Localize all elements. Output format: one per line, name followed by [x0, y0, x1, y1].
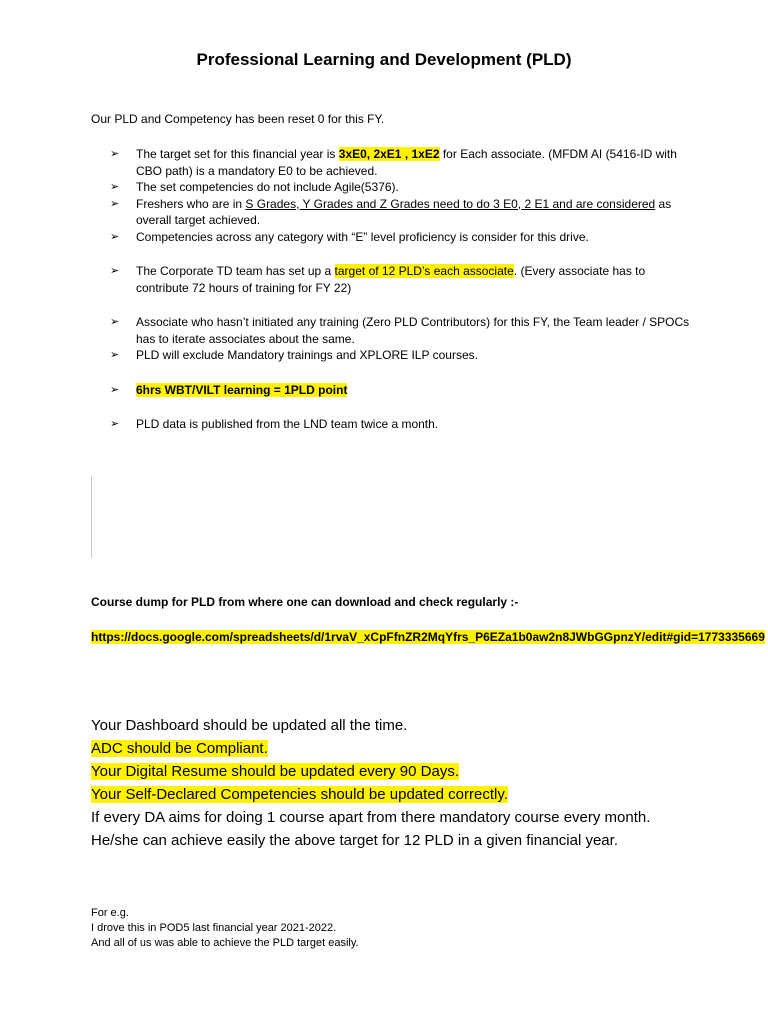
arrow-bullet-icon: ➢	[110, 418, 120, 430]
vertical-rule	[91, 476, 92, 558]
bullet-item: ➢ PLD will exclude Mandatory trainings and XPLORE ILP courses.	[110, 348, 478, 362]
arrow-bullet-icon: ➢	[110, 181, 120, 193]
arrow-bullet-icon: ➢	[110, 197, 120, 210]
bullet-item	[110, 382, 690, 399]
arrow-bullet-icon: ➢	[110, 230, 120, 243]
bullet-item: ➢ Freshers who are in S Grades, Y Grades and Z Grades need to do 3 E0, 2 E1 and are considered as overall target achieved.	[110, 196, 672, 227]
arrow-bullet-icon: ➢	[110, 265, 120, 277]
bullet-item: ➢ Competencies across any category with “E” level proficiency is consider for this drive.	[110, 229, 589, 244]
arrow-bullet-icon: ➢	[110, 349, 120, 361]
arrow-bullet-icon: ➢	[110, 383, 120, 396]
guideline-line: ADC should be Compliant.	[91, 740, 268, 757]
bullet-item: ➢ The set competencies do not include Agile(5376).	[110, 180, 399, 194]
guideline-line: Your Digital Resume should be updated every 90 Days.	[91, 763, 459, 780]
intro-text: Our PLD and Competency has been reset 0 for this FY.	[91, 112, 385, 126]
guideline-line: Your Self-Declared Competencies should be updated correctly.	[91, 786, 508, 803]
guidelines-block	[91, 714, 671, 852]
arrow-bullet-icon: ➢	[110, 148, 120, 160]
highlighted-target: target of 12 PLD’s each associate	[334, 264, 514, 278]
guideline-line: If every DA aims for doing 1 course apart from there mandatory course every month.	[91, 809, 651, 826]
page-title: Professional Learning and Development (PLD)	[196, 50, 572, 69]
bullet-item: ➢ PLD data is published from the LND team twice a month.	[110, 417, 439, 431]
bullet-item: ➢ The Corporate TD team has set up a target of 12 PLD’s each associate. (Every associate has to contribute 72 hours of training for FY 22)	[110, 264, 646, 295]
bullet-item: ➢ Associate who hasn’t initiated any training (Zero PLD Contributors) for this FY, the Team leader / SPOCs has to iterate associates about the same.	[110, 315, 690, 346]
highlighted-pld-point: 6hrs WBT/VILT learning = 1PLD point	[136, 382, 348, 397]
course-dump-label: Course dump for PLD from where one can download and check regularly :-	[91, 595, 519, 609]
underlined-grades: S Grades, Y Grades and Z Grades need to do 3 E0, 2 E1 and are considered	[245, 196, 656, 211]
arrow-bullet-icon: ➢	[110, 316, 120, 328]
guideline-line: Your Dashboard should be updated all the time.	[91, 717, 408, 734]
bullet-list	[110, 146, 690, 433]
guideline-line: He/she can achieve easily the above target for 12 PLD in a given financial year.	[91, 832, 618, 849]
bullet-item: ➢ The target set for this financial year is 3xE0, 2xE1 , 1xE2 for Each associate. (MFDM AI (5416-ID with CBO path) is a mandatory E0 to be achieved.	[110, 147, 677, 178]
footer-note: For e.g. I drove this in POD5 last financial year 2021-2022. And all of us was able to achieve the PLD target easily.	[91, 907, 359, 949]
course-dump-link[interactable]: https://docs.google.com/spreadsheets/d/1rvaV_xCpFfnZR2MqYfrs_P6EZa1b0aw2n8JWbGGpnzY/edit#gid=1773335669	[91, 630, 765, 644]
highlighted-target: 3xE0, 2xE1 , 1xE2	[338, 147, 440, 161]
